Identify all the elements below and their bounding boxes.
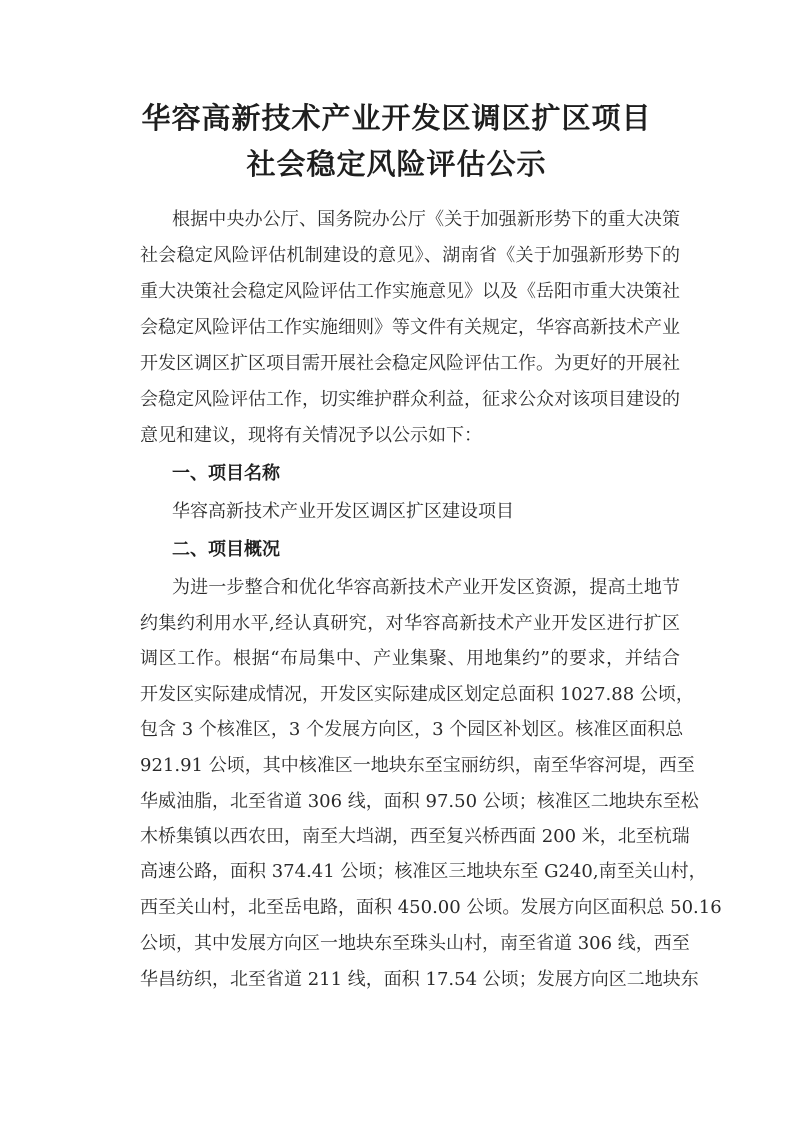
text-line: 开发区实际建成情况，开发区实际建成区划定总面积 1027.88 公顷， <box>140 684 694 705</box>
text-line: 西至关山村，北至岳电路，面积 450.00 公顷。发展方向区面积总 50.16 <box>140 897 722 918</box>
text-line: 为进一步整合和优化华容高新技术产业开发区资源，提高土地节 <box>172 577 680 598</box>
project-name-text: 华容高新技术产业开发区调区扩区建设项目 <box>172 501 514 522</box>
section-heading-project-overview: 二、项目概况 <box>172 539 280 560</box>
document-title-line-2: 社会稳定风险评估公示 <box>246 147 547 181</box>
text-line: 社会稳定风险评估机制建设的意见》、湖南省《关于加强新形势下的 <box>140 245 680 266</box>
text-line: 921.91 公顷，其中核准区一地块东至宝丽纺织，南至华容河堤，西至 <box>140 755 695 776</box>
document-title-line-1: 华容高新技术产业开发区调区扩区项目 <box>141 101 652 135</box>
section-heading-project-name: 一、项目名称 <box>172 463 280 484</box>
text-line: 约集约利用水平,经认真研究，对华容高新技术产业开发区进行扩区 <box>140 613 680 634</box>
text-line: 根据中央办公厅、国务院办公厅《关于加强新形势下的重大决策 <box>172 209 680 230</box>
text-line: 会稳定风险评估工作，切实维护群众利益，征求公众对该项目建设的 <box>140 389 680 410</box>
text-line: 重大决策社会稳定风险评估工作实施意见》以及《岳阳市重大决策社 <box>140 281 680 302</box>
text-line: 开发区调区扩区项目需开展社会稳定风险评估工作。为更好的开展社 <box>140 353 680 374</box>
text-line: 华威油脂，北至省道 306 线，面积 97.50 公顷；核准区二地块东至松 <box>140 791 699 812</box>
text-line: 华昌纺织，北至省道 211 线，面积 17.54 公顷；发展方向区二地块东 <box>140 969 699 990</box>
text-line: 木桥集镇以西农田，南至大垱湖，西至复兴桥西面 200 米，北至杭瑞 <box>140 826 690 847</box>
text-line: 调区工作。根据“布局集中、产业集聚、用地集约”的要求，并结合 <box>140 648 680 669</box>
text-line: 包含 3 个核准区，3 个发展方向区，3 个园区补划区。核准区面积总 <box>140 719 684 740</box>
text-line: 意见和建议，现将有关情况予以公示如下： <box>140 425 482 446</box>
text-line: 公顷，其中发展方向区一地块东至珠头山村，南至省道 306 线，西至 <box>140 933 690 954</box>
text-line: 会稳定风险评估工作实施细则》等文件有关规定，华容高新技术产业 <box>140 317 680 338</box>
text-line: 高速公路，面积 374.41 公顷；核准区三地块东至 G240,南至关山村， <box>140 861 707 882</box>
